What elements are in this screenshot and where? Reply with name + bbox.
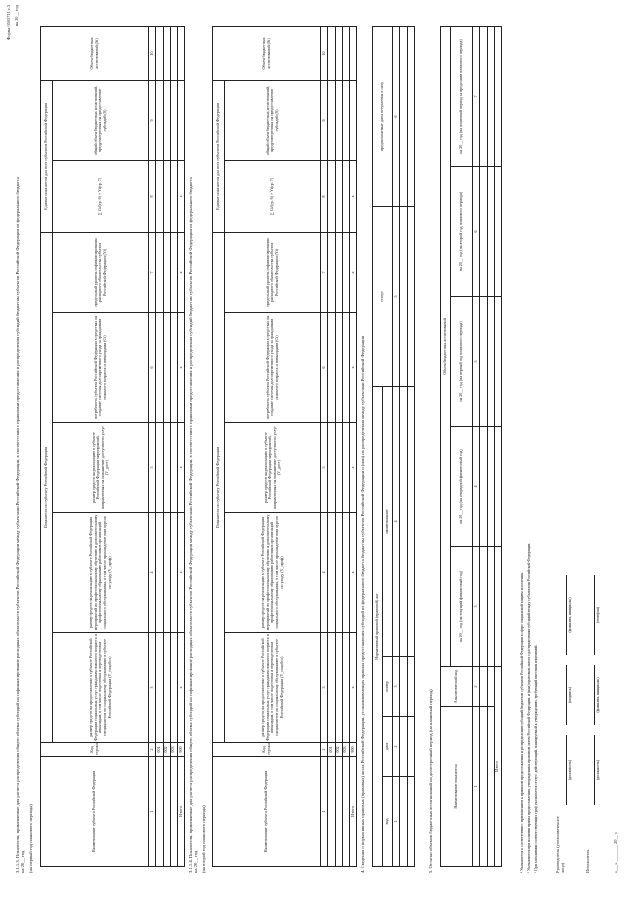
cell[interactable]	[335, 313, 342, 423]
cell[interactable]	[335, 757, 342, 867]
signature-caption: (подпись)	[568, 687, 572, 703]
col-current-year: на 20__ год (на текущий финансовый год)	[451, 547, 473, 667]
cell[interactable]	[328, 513, 335, 633]
row-code: 003	[342, 743, 349, 757]
x-mark: x	[349, 633, 356, 743]
cell[interactable]	[342, 26, 349, 80]
cell[interactable]	[349, 80, 356, 160]
cell	[156, 80, 163, 160]
form-year: на 20__ год	[14, 5, 19, 27]
section-5-title: 5. Остатки объемов бюджетных ассигнований на долгосрочный период (на плановый период)	[428, 689, 433, 873]
cell[interactable]	[177, 80, 184, 160]
cell[interactable]	[400, 386, 407, 656]
cell[interactable]	[407, 717, 414, 777]
total-code: 900	[177, 743, 184, 757]
name-caption: (фамилия, инициалы)	[568, 597, 572, 633]
cell	[328, 80, 335, 160]
row-code: 001	[328, 743, 335, 757]
num: 8	[149, 160, 156, 232]
cell[interactable]	[487, 427, 494, 547]
phone-caption: (телефон)	[596, 607, 600, 623]
num: 7	[321, 232, 328, 312]
x-mark: x	[177, 513, 184, 633]
x-mark: x	[177, 423, 184, 513]
cell[interactable]	[342, 423, 349, 513]
head-label: Руководитель (уполномоченное лицо)	[555, 816, 565, 873]
cell[interactable]	[156, 757, 163, 867]
cell[interactable]	[480, 427, 487, 547]
head-position-line[interactable]	[560, 735, 567, 805]
cell[interactable]	[163, 633, 170, 743]
col-row-code: Код строки	[41, 743, 149, 757]
num: 7	[149, 232, 156, 312]
group-unified: Единые показатели для всех субъектов Российской Федерации	[41, 80, 53, 232]
num: 5	[149, 423, 156, 513]
col-5: размер средств на реализацию в субъекте Российской Федерации мероприятий, направленных на повышение доступности услуг (V_дост)	[53, 423, 149, 513]
group-indicators: Показатели по субъекту Российской Федерации	[213, 232, 225, 742]
head-name-line[interactable]	[560, 575, 567, 655]
num: 4	[149, 513, 156, 633]
section-5-table	[440, 26, 502, 867]
col-effective-date: предполагаемые даты вступления в силу	[373, 26, 393, 206]
cell[interactable]	[170, 26, 177, 80]
cell[interactable]	[328, 633, 335, 743]
cell	[335, 80, 342, 160]
col-7: предельный уровень софинансирования расходного обязательства субъекта Российской Федерации (Yi)	[53, 232, 149, 312]
group-indicators: Показатели по субъекту Российской Федерации	[41, 232, 53, 742]
cell[interactable]	[335, 232, 342, 312]
cell[interactable]	[163, 232, 170, 312]
cell	[163, 160, 170, 232]
num: 7	[473, 26, 480, 166]
x-mark: x	[177, 160, 184, 232]
cell[interactable]	[328, 232, 335, 312]
cell[interactable]	[328, 313, 335, 423]
cell[interactable]	[494, 26, 501, 166]
col-date: дата	[383, 717, 393, 777]
cell[interactable]	[163, 423, 170, 513]
cell[interactable]	[342, 513, 349, 633]
cell[interactable]	[487, 667, 494, 707]
cell[interactable]	[163, 757, 170, 867]
cell[interactable]	[156, 513, 163, 633]
num: 3	[149, 633, 156, 743]
section-4-title: 4. Сведения о нормативных правовых (правовых) актах Российской Федерации, устанавливающих правила предоставления субсидий из федерального бюджета бюджетам субъектов Российской Федерации и (или) их распределения между субъектами Российской Федерации	[360, 335, 365, 873]
footnote-2: ² Указываются при наличии правил предоставления, утвержденных правовым актом Российской Федерации, и (или) правовым актом о распределении субсидий между субъектами Российской Федерации.	[527, 542, 531, 873]
num: 5	[473, 297, 480, 427]
col-4: размер средств на реализацию в субъекте Российской Федерации мероприятий по профессиональному обучению и дополнительному профессиональному образованию работников организаций социального обслуживания, в том числе прохождение ими курсов по уходу (V_проф)	[225, 513, 321, 633]
cell[interactable]	[156, 26, 163, 80]
num: 5	[321, 423, 328, 513]
col-type: вид	[383, 777, 393, 867]
num: 5	[393, 206, 400, 386]
cell[interactable]	[170, 232, 177, 312]
cell[interactable]	[400, 657, 407, 717]
executor-label: Исполнитель	[585, 849, 590, 873]
cell[interactable]	[335, 26, 342, 80]
cell[interactable]	[163, 313, 170, 423]
cell[interactable]	[349, 26, 356, 80]
col-subject-name: Наименование субъекта Российской Федерации	[213, 757, 321, 867]
cell[interactable]	[342, 757, 349, 867]
total-code: 900	[349, 743, 356, 757]
num: 3	[473, 547, 480, 667]
cell[interactable]	[480, 547, 487, 667]
x-mark: x	[177, 232, 184, 312]
num: 3	[393, 657, 400, 717]
col-7: предельный уровень софинансирования расходного обязательства субъекта Российской Федерации (Yi)	[225, 232, 321, 312]
group-unified: Единые показатели для всех субъектов Российской Федерации	[213, 80, 225, 232]
cell[interactable]	[328, 757, 335, 867]
cell[interactable]	[407, 777, 414, 867]
num: 6	[393, 26, 400, 206]
row-code: 002	[163, 743, 170, 757]
name-caption: (фамилия, инициалы)	[596, 677, 600, 713]
col-number: номер	[383, 657, 393, 717]
x-mark: x	[349, 423, 356, 513]
cell[interactable]	[328, 423, 335, 513]
x-mark: x	[177, 313, 184, 423]
col-9: общий объем бюджетных ассигнований, предусмотренных на предоставление субсидий (S)	[53, 80, 149, 160]
cell[interactable]	[407, 26, 414, 206]
x-mark: x	[177, 633, 184, 743]
cell	[328, 160, 335, 232]
cell[interactable]	[400, 206, 407, 386]
cell	[170, 80, 177, 160]
cell[interactable]	[487, 297, 494, 427]
x-mark: x	[349, 160, 356, 232]
num: 10	[321, 26, 328, 80]
cell[interactable]	[400, 717, 407, 777]
cell[interactable]	[400, 777, 407, 867]
col-row-code: Код строки	[213, 743, 321, 757]
col-8: ∑ Ci/(гр. 6) × Yi(гр. 7)	[225, 160, 321, 232]
num: 6	[473, 167, 480, 297]
row-code: 002	[335, 743, 342, 757]
cell[interactable]	[487, 707, 494, 867]
col-allocation: Объем бюджетных ассигнований (Si)	[213, 26, 321, 80]
cell[interactable]	[170, 757, 177, 867]
cell[interactable]	[487, 26, 494, 166]
cell[interactable]	[156, 633, 163, 743]
cell[interactable]	[170, 313, 177, 423]
num: 2	[321, 743, 328, 757]
col-indicator-name: Наименование показателя	[441, 707, 473, 867]
exec-name-line[interactable]	[588, 665, 595, 725]
head-signature-line[interactable]	[560, 665, 567, 725]
num: 3	[321, 633, 328, 743]
cell[interactable]	[480, 167, 487, 297]
cell[interactable]	[480, 667, 487, 707]
section-2-table	[212, 26, 357, 867]
cell[interactable]	[494, 167, 501, 297]
col-5: размер средств на реализацию в субъекте Российской Федерации мероприятий, направленных на повышение доступности услуг (V_дост)	[225, 423, 321, 513]
cell[interactable]	[335, 633, 342, 743]
cell[interactable]	[407, 386, 414, 656]
cell[interactable]	[156, 423, 163, 513]
cell[interactable]	[170, 423, 177, 513]
exec-phone-line[interactable]	[588, 575, 595, 655]
col-8: ∑ Ci/(гр. 6) × Yi(гр. 7)	[53, 160, 149, 232]
num: 9	[149, 80, 156, 160]
cell[interactable]	[407, 657, 414, 717]
cell[interactable]	[170, 513, 177, 633]
cell[interactable]	[163, 513, 170, 633]
num: 1	[473, 707, 480, 867]
cell[interactable]	[163, 26, 170, 80]
num: 1	[393, 777, 400, 867]
cell[interactable]	[177, 26, 184, 80]
cell[interactable]	[480, 297, 487, 427]
cell[interactable]	[494, 547, 501, 667]
section-4-table	[372, 26, 415, 867]
cell[interactable]	[487, 547, 494, 667]
cell[interactable]	[400, 26, 407, 206]
cell[interactable]	[335, 423, 342, 513]
num: 6	[149, 313, 156, 423]
footnote-1: ¹ Указывается в соответствии с приложением к правилам предоставления и распределения субсидий бюджетам субъектов Российской Федерации в сфере социальной защиты населения.	[520, 572, 524, 873]
cell[interactable]	[335, 513, 342, 633]
position-caption: (должность)	[568, 760, 572, 780]
section-2-subtitle: (на второй год планового периода)	[201, 805, 206, 873]
cell	[170, 160, 177, 232]
x-mark: x	[349, 232, 356, 312]
num: 2	[473, 667, 480, 707]
cell[interactable]	[156, 232, 163, 312]
cell[interactable]	[480, 26, 487, 166]
cell[interactable]	[407, 206, 414, 386]
cell	[342, 160, 349, 232]
num: 4	[473, 427, 480, 547]
group-budget-volume: Объем бюджетных ассигнований	[441, 26, 451, 666]
col-beyond-plan: на 20__ год (на плановый период за пределами планового периода)	[451, 26, 473, 166]
col-status: статус	[373, 206, 393, 386]
total-label: Итого	[349, 757, 356, 867]
exec-position-line[interactable]	[588, 735, 595, 805]
total-label: Итого	[494, 667, 501, 867]
col-3: размер средств на предоставление в субъекте Российской Федерации социальных услуг гражданам пожилого возраста и инвалидам, в том числе подготовки и переподготовки специалистов по социальному обслуживанию в субъекте Российской Федерации (V_соцобсл)	[225, 633, 321, 743]
col-plan-year-2: на 20__ год (на второй год планового периода)	[451, 167, 473, 297]
group-legal-act: Нормативный правовой (правовой) акт	[373, 386, 383, 866]
cell[interactable]	[494, 297, 501, 427]
cell[interactable]	[342, 313, 349, 423]
col-6: потребность субъекта Российской Федерации в средствах на создание системы долговременного ухода за гражданами пожилого возраста и инвалидами (Сi)	[225, 313, 321, 423]
cell[interactable]	[487, 167, 494, 297]
row-code: 001	[156, 743, 163, 757]
section-1-table	[40, 26, 185, 867]
num: 4	[321, 513, 328, 633]
form-code: Форма 0505711 с.3	[6, 5, 11, 41]
col-4: размер средств на реализацию в субъекте Российской Федерации мероприятий по профессиональному обучению и дополнительному профессиональному образованию работников организаций социального обслуживания, в том числе прохождение ими курсов по уходу (V_проф)	[53, 513, 149, 633]
cell[interactable]	[480, 707, 487, 867]
x-mark: x	[349, 513, 356, 633]
cell	[163, 80, 170, 160]
cell[interactable]	[342, 633, 349, 743]
col-analytic-code: Аналитический код	[441, 667, 473, 707]
cell	[156, 160, 163, 232]
col-plan-year-1: на 20__ год (на первый год планового периода)	[451, 297, 473, 427]
position-caption: (должность)	[596, 760, 600, 780]
num: 2	[149, 743, 156, 757]
cell[interactable]	[494, 427, 501, 547]
total-label: Итого	[177, 757, 184, 867]
num: 4	[393, 386, 400, 656]
cell[interactable]	[342, 232, 349, 312]
col-title: наименование	[383, 386, 393, 656]
num: 9	[321, 80, 328, 160]
cell[interactable]	[170, 633, 177, 743]
cell[interactable]	[328, 26, 335, 80]
cell[interactable]	[156, 313, 163, 423]
x-mark: x	[349, 313, 356, 423]
cell	[335, 160, 342, 232]
footnote-3: ³ При заполнении соответствующих граф указывается статус: действующий, планируемый к утверждению, требующий внесения изменений.	[534, 644, 538, 873]
col-allocation: Объем бюджетных ассигнований (Si)	[41, 26, 149, 80]
num: 1	[149, 757, 156, 867]
col-next-year: на 20__ год (на очередной финансовый год)	[451, 427, 473, 547]
num: 1	[321, 757, 328, 867]
col-6: потребность субъекта Российской Федерации в средствах на создание системы долговременного ухода за гражданами пожилого возраста и инвалидами (Сi)	[53, 313, 149, 423]
section-1-subtitle: (на первый год планового периода)	[28, 804, 33, 873]
col-3: размер средств на предоставление в субъекте Российской Федерации социальных услуг гражданам пожилого возраста и инвалидам, в том числе подготовки и переподготовки специалистов по социальному обслуживанию в субъекте Российской Федерации (V_соцобсл)	[53, 633, 149, 743]
num: 10	[149, 26, 156, 80]
num: 6	[321, 313, 328, 423]
date-line[interactable]: «___» ________ 20__ г.	[613, 831, 618, 873]
col-subject-name: Наименование субъекта Российской Федерации	[41, 757, 149, 867]
row-code: 003	[170, 743, 177, 757]
section-2-title: 3.1.1.4. Показатели, применяемые для расчета распределения общего объема субсидий на софинансирование расходных обязательств субъектов Российской Федерации между субъектами Российской Федерации, в соответствии с правилами предоставления и распределения субсидий бюджетам субъектов Российской Федерации из федерального бюджета на 20__ год	[188, 177, 199, 873]
cell	[342, 80, 349, 160]
num: 8	[321, 160, 328, 232]
col-9: общий объем бюджетных ассигнований, предусмотренных на предоставление субсидий (S)	[225, 80, 321, 160]
num: 2	[393, 717, 400, 777]
section-1-title: 3.1.1.3. Показатели, применяемые для расчета распределения общего объема субсидий на софинансирование расходных обязательств субъектов Российской Федерации между субъектами Российской Федерации, в соответствии с правилами предоставления и распределения субсидий бюджетам субъектов Российской Федерации из федерального бюджета на 20__ год	[15, 177, 26, 873]
